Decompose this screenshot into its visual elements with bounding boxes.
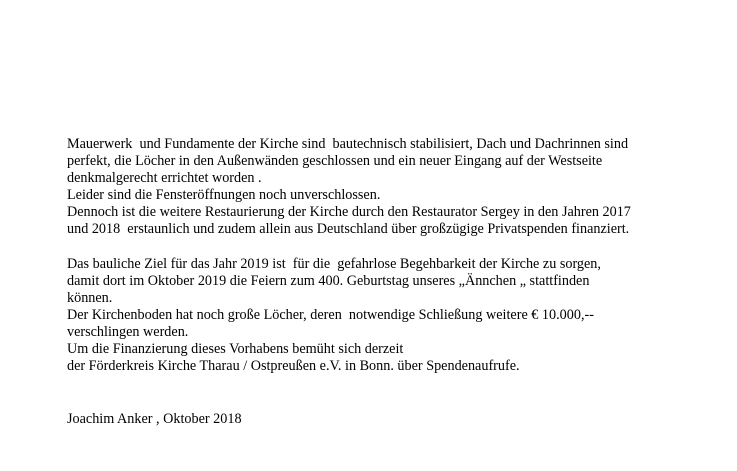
paragraph-line: Mauerwerk und Fundamente der Kirche sind bautechnisch stabilisiert, Dach und Dachrinnen sind <box>67 136 629 152</box>
paragraph-line: damit dort im Oktober 2019 die Feiern zum 400. Geburtstag unseres „Ännchen „ stattfinden <box>67 272 590 289</box>
paragraph-line: Um die Finanzierung dieses Vorhabens bemüht sich derzeit <box>67 341 404 358</box>
paragraph-line: Leider sind die Fensteröffnungen noch unverschlossen. <box>67 187 381 204</box>
paragraph-line: der Förderkreis Kirche Tharau / Ostpreußen e.V. in Bonn. über Spendenaufrufe. <box>67 358 520 375</box>
body-text <box>67 136 727 375</box>
paragraph-line: Der Kirchenboden hat noch große Löcher, deren notwendige Schließung weitere € 10.000,-- <box>67 306 594 323</box>
paragraph-line: denkmalgerecht errichtet worden . <box>67 170 262 187</box>
paragraph-line: und 2018 erstaunlich und zudem allein aus Deutschland über großzügige Privatspenden finanziert. <box>67 221 630 238</box>
paragraph-line: Das bauliche Ziel für das Jahr 2019 ist für die gefahrlose Begehbarkeit der Kirche zu sorgen, <box>67 255 601 272</box>
signature-line: Joachim Anker , Oktober 2018 <box>67 411 242 427</box>
paragraph-line: verschlingen werden. <box>67 324 189 341</box>
paragraph-line: können. <box>67 289 113 306</box>
paragraph-line: Dennoch ist die weitere Restaurierung der Kirche durch den Restaurator Sergey in den Jahren 2017 <box>67 204 631 221</box>
paragraph-line: perfekt, die Löcher in den Außenwänden geschlossen und ein neuer Eingang auf der Westseite <box>67 153 603 170</box>
paragraph-spacer <box>67 239 727 256</box>
